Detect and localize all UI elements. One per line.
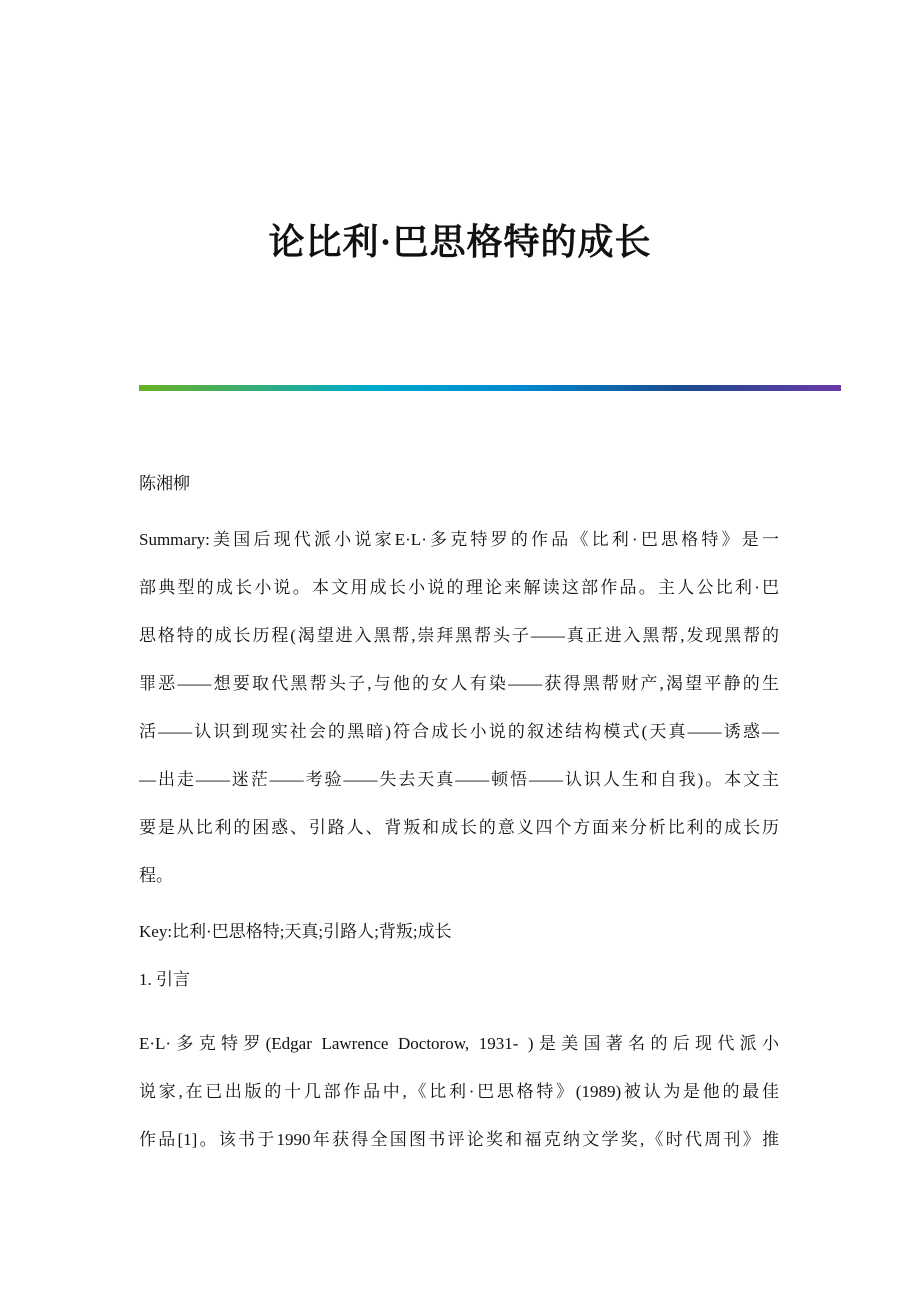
intro-line: E·L·多克特罗(Edgar Lawrence Doctorow, 1931- )是美国著名的后现代派小 [139, 1034, 779, 1053]
summary-line: Summary:美国后现代派小说家E·L·多克特罗的作品《比利·巴思格特》是一 [139, 530, 779, 549]
keywords: Key:比利·巴思格特;天真;引路人;背叛;成长 [139, 922, 452, 941]
summary-line: 思格特的成长历程(渴望进入黑帮,崇拜黑帮头子——真正进入黑帮,发现黑帮的 [139, 626, 779, 645]
summary-line: 要是从比利的困惑、引路人、背叛和成长的意义四个方面来分析比利的成长历 [139, 818, 779, 837]
summary-line: 程。 [139, 866, 173, 885]
intro-line: 说家,在已出版的十几部作品中,《比利·巴思格特》(1989)被认为是他的最佳 [139, 1082, 779, 1101]
section-heading: 1. 引言 [139, 970, 190, 989]
document-title: 论比利·巴思格特的成长 [268, 222, 652, 262]
author: 陈湘柳 [139, 474, 190, 493]
gradient-divider [139, 385, 841, 391]
summary-line: 活——认识到现实社会的黑暗)符合成长小说的叙述结构模式(天真——诱惑— [139, 722, 779, 741]
intro-line: 作品[1]。该书于1990年获得全国图书评论奖和福克纳文学奖,《时代周刊》推 [139, 1130, 779, 1149]
summary-line: 罪恶——想要取代黑帮头子,与他的女人有染——获得黑帮财产,渴望平静的生 [139, 674, 779, 693]
summary-line: —出走——迷茫——考验——失去天真——顿悟——认识人生和自我)。本文主 [139, 770, 779, 789]
summary-line: 部典型的成长小说。本文用成长小说的理论来解读这部作品。主人公比利·巴 [139, 578, 779, 597]
